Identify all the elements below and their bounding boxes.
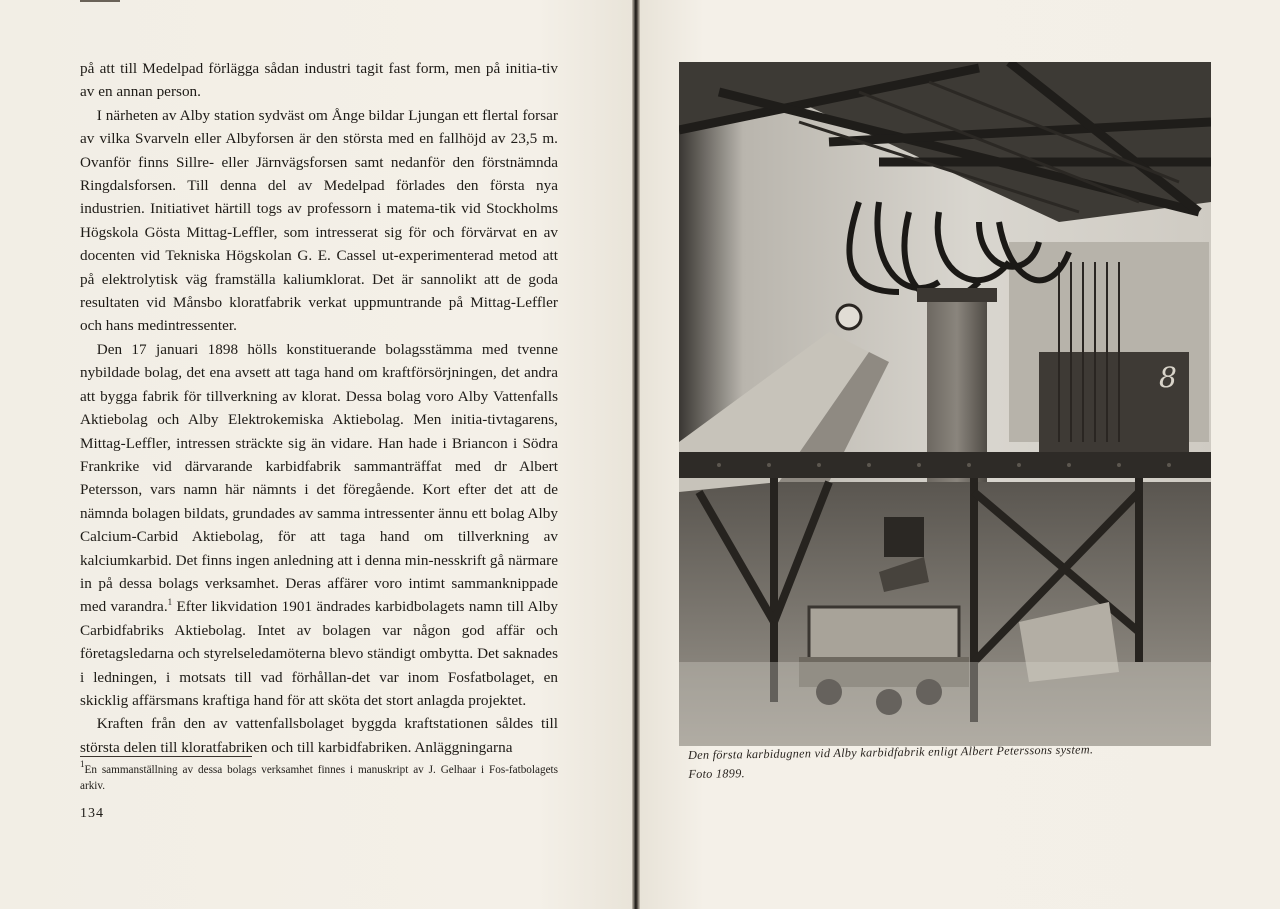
right-page: [640, 0, 1280, 909]
carbide-furnace-photo: [679, 62, 1211, 746]
body-text: [80, 57, 558, 759]
paragraph-1: på att till Medelpad förlägga sådan industri tagit fast form, men på initia-tiv av en annan person.: [80, 60, 558, 101]
caption-line-1: Den första karbidugnen vid Alby karbidfabrik enligt Albert Peterssons system.: [688, 742, 1094, 762]
caption-line-2: Foto 1899.: [688, 766, 745, 781]
footnote-divider: [80, 756, 252, 757]
paragraph-2: I närheten av Alby station sydväst om Ånge bildar Ljungan ett flertal forsar av vilka Svarveln eller Albyforsen är den största med en fallhöjd av 23,5 m. Ovanför finns Sillre- eller Järnvägsforsen samt nedanför den förstnämnda Ringdalsforsen. Till denna del av Medelpad förlades den första nya industrien. Initiativet härtill togs av professorn i matema-tik vid Stockholms Högskola Gösta Mittag-Leffler, som intresserat sig för och förvärvat en av docenten vid Tekniska Högskolan G. E. Cassel ut-experimenterad metod att på elektrolytisk väg framställa kaliumklorat. Det är sannolikt att de goda resultaten vid Månsbo kloratfabrik verkat uppmuntrande på Mittag-Leffler och hans medintressenter.: [80, 106, 558, 335]
paragraph-3-part-1: Den 17 januari 1898 hölls konstituerande bolagsstämma med tvenne nybildade bolag, det ena avsett att taga hand om kraftförsörjningen, det andra att bygga fabrik för tillverkning av klorat. Dessa bolag voro Alby Vattenfalls Aktiebolag och Alby Elektrokemiska Aktiebolag. Men initia-tivtagarens, Mittag-Leffler, intressen sträckte sig än vidare. Han hade i Briancon i Södra Frankrike vid därvarande karbidfabrik sammanträffat med dr Albert Petersson, vars namn här nämnts i det föregående. Kort efter det att de nämnda bolagen bildats, grundades av samma intressenter ännu ett bolag Alby Calcium-Carbid Aktiebolag, för att taga hand om tillverkning av kalciumkarbid. Det finns ingen anledning att i denna min-nesskrift gå närmare in på dessa bolags verksamhet. Deras affärer voro intimt sammanknippade med varandra.: [80, 340, 558, 616]
panel-number: 8: [1159, 361, 1177, 394]
photo-caption: [688, 739, 1158, 784]
left-page: [0, 0, 632, 909]
column-cap: [917, 288, 997, 302]
book-gutter: [632, 0, 640, 909]
pressure-gauge: [837, 305, 861, 329]
footnote-reference: 1: [167, 597, 173, 608]
gantry-beam: [679, 452, 1211, 478]
photo-illustration: [679, 62, 1211, 746]
paragraph-3-part-2: Efter likvidation 1901 ändrades karbidbolagets namn till Alby Carbidfabriks Aktiebolag. Intet av bolagen var någon god affär och företagsledarna och styrelseledamöterna blevo ständigt ombytta. Det saknades i ledningen, i motsats till vad förhållan-det var inom Fosfatbolaget, en skicklig affärsmans kraftiga hand för att sköta det stort anlagda projektet.: [80, 598, 558, 709]
page-number: 134: [80, 806, 104, 821]
footnote: [80, 759, 558, 794]
footnote-text: En sammanställning av dessa bolags verksamhet finnes i manuskript av J. Gelhaar i Fos-fatbolagets arkiv.: [80, 764, 558, 792]
tapping-spout: [884, 517, 924, 557]
paragraph-4: Kraften från den av vattenfallsbolaget byggda kraftstationen såldes till största delen till kloratfabriken och till karbidfabriken. Anläggningarna: [80, 715, 558, 756]
floor-light: [679, 662, 1211, 746]
footnote-marker: 1: [80, 759, 85, 769]
paragraph-3: [80, 338, 558, 713]
top-edge-mark: [80, 0, 120, 2]
